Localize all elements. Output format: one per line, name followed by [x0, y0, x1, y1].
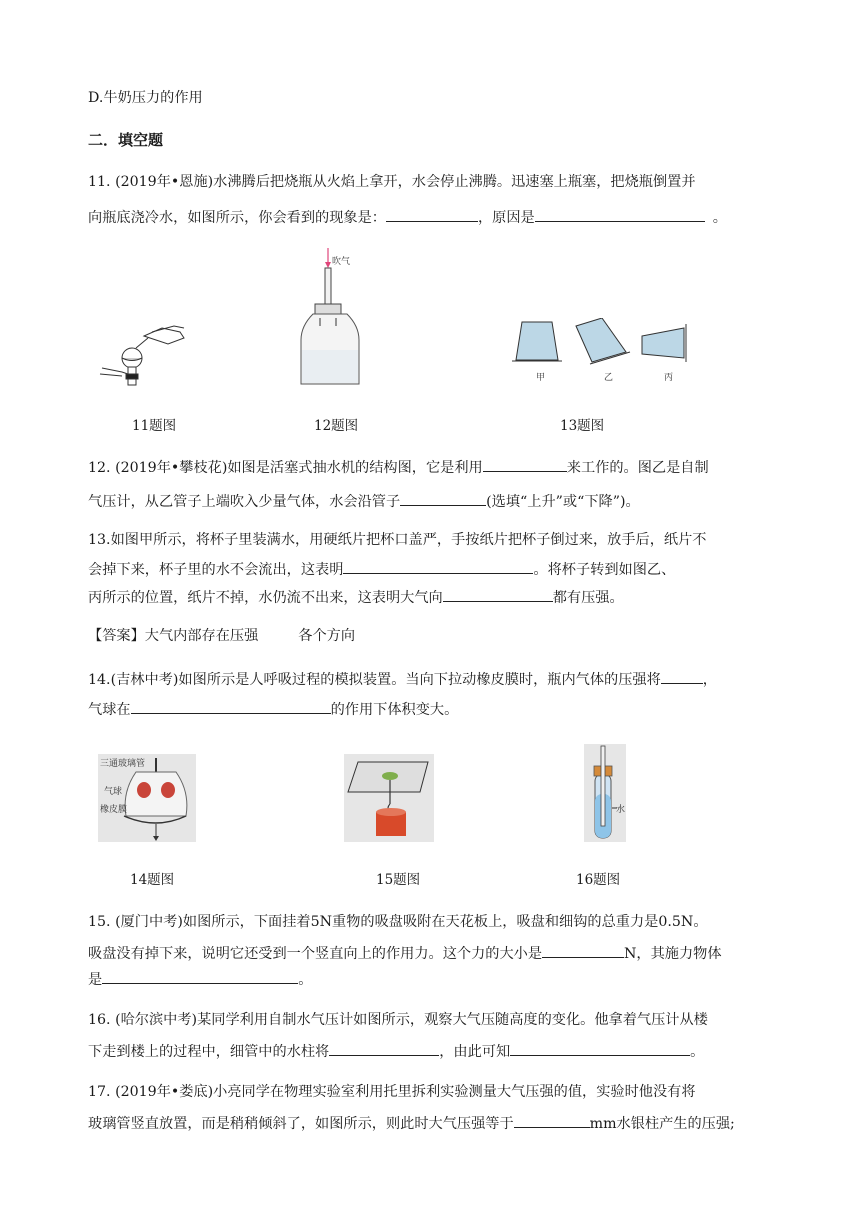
q16-blank-conclusion[interactable]	[510, 1040, 690, 1056]
fig13-cups-image	[508, 318, 692, 390]
q16-text-a: 下走到楼上的过程中，细管中的水柱将	[88, 1044, 330, 1060]
caption-fig16: 16题图	[576, 872, 621, 888]
caption-fig14: 14题图	[130, 872, 175, 888]
q12-blank-principle[interactable]	[483, 456, 567, 472]
fig13-label-jia: 甲	[536, 373, 546, 383]
q12-line1	[88, 456, 709, 478]
fig12-bottle-image	[300, 246, 374, 390]
caption-fig11: 11题图	[132, 418, 177, 434]
fig13-label-bing: 丙	[664, 373, 674, 383]
q12-text-c: 气压计，从乙管子上端吹入少量气体，水会沿管子	[88, 494, 401, 510]
q13-text-d: 都有压强。	[552, 590, 624, 606]
q11-text-c: 。	[712, 210, 727, 226]
q12-line2	[88, 490, 640, 512]
caption-fig12: 12题图	[314, 418, 359, 434]
section-heading: 二．填空题	[88, 131, 164, 149]
q16-line1: 16. (哈尔滨中考)某同学利用自制水气压计如图所示，观察大气压随高度的变化。他拿着气压计从楼	[88, 1012, 708, 1028]
answer-part1: 大气内部存在压强	[144, 628, 259, 644]
fig14-label-tube: 三通玻璃管	[100, 759, 146, 769]
q12-text-a: 12. (2019年•攀枝花)如图是活塞式抽水机的结构图，它是利用	[88, 460, 483, 476]
q14-text-a: 14.(吉林中考)如图所示是人呼吸过程的模拟装置。当向下拉动橡皮膜时，瓶内气体的压强将	[88, 672, 661, 688]
q16-blank-column[interactable]	[329, 1040, 439, 1056]
q14-text-c: 气球在	[88, 702, 131, 718]
q16-line2	[88, 1040, 704, 1062]
q16-text-b: ，由此可知	[439, 1044, 511, 1060]
option-d: D.牛奶压力的作用	[88, 90, 203, 106]
answer-line	[88, 626, 355, 646]
q17-line1: 17. (2019年•娄底)小亮同学在物理实验室利用托里拆利实验测量大气压强的值，实验时他没有将	[88, 1084, 696, 1100]
q15-line1: 15. (厦门中考)如图所示，下面挂着5N重物的吸盘吸附在天花板上，吸盘和细钩的总重力是0.5N。	[88, 914, 708, 930]
fig15-suction-cup-image	[344, 754, 434, 842]
q14-line1	[88, 668, 717, 690]
q16-text-c: 。	[690, 1044, 705, 1060]
q13-line1: 13.如图甲所示，将杯子里装满水，用硬纸片把杯口盖严，手按纸片把杯子倒过来，放手后，纸片不	[88, 532, 707, 548]
fig14-breathing-model-image	[98, 754, 196, 842]
q12-blank-direction[interactable]	[400, 490, 486, 506]
q11-text-b: ，原因是	[477, 210, 535, 226]
q17-line2	[88, 1112, 735, 1134]
q15-text-d: 。	[298, 972, 313, 988]
fig13-cup-bing	[642, 328, 684, 358]
q13-blank-direction[interactable]	[443, 586, 553, 602]
q12-text-b: 来工作的。图乙是自制	[566, 460, 709, 476]
q13-line2	[88, 558, 675, 580]
q13-text-b: 。将杯子转到如图乙、	[533, 562, 676, 578]
q15-text-c: 是	[88, 972, 103, 988]
q14-blank-force[interactable]	[131, 698, 331, 714]
fig14-label-membrane: 橡皮膜	[100, 805, 128, 815]
q12-text-d: (选填“上升”或“下降”)。	[486, 494, 640, 510]
fig16-label-water: 水	[616, 805, 626, 815]
answer-part2: 各个方向	[298, 628, 356, 644]
q15-blank-source[interactable]	[102, 968, 298, 984]
q11-text-a: 向瓶底浇冷水，如图所示，你会看到的现象是：	[88, 210, 386, 226]
fig11-flask-image	[96, 318, 188, 390]
q14-blank-pressure[interactable]	[661, 668, 703, 684]
q11-line1: 11. (2019年•恩施)水沸腾后把烧瓶从火焰上拿开，水会停止沸腾。迅速塞上瓶塞，把烧瓶倒置并	[88, 174, 696, 190]
fig16-barometer-image	[584, 744, 626, 842]
q15-line3	[88, 968, 312, 990]
q11-line2	[88, 206, 727, 228]
fig13-label-yi: 乙	[604, 373, 614, 383]
q11-blank-reason[interactable]	[535, 206, 705, 222]
q15-text-b: N，其施力物体	[624, 946, 722, 962]
q14-line2	[88, 698, 458, 720]
q15-line2	[88, 942, 722, 964]
q17-text-a: 玻璃管竖直放置，而是稍稍倾斜了，如图所示，则此时大气压强等于	[88, 1116, 514, 1132]
q14-text-d: 的作用下体积变大。	[330, 702, 459, 718]
q15-text-a: 吸盘没有掉下来，说明它还受到一个竖直向上的作用力。这个力的大小是	[88, 946, 543, 962]
caption-fig13: 13题图	[560, 418, 605, 434]
caption-fig15: 15题图	[376, 872, 421, 888]
q13-line3	[88, 586, 624, 608]
q15-blank-force[interactable]	[542, 942, 624, 958]
q14-text-b: ，	[702, 672, 717, 688]
q13-text-c: 丙所示的位置，纸片不掉，水仍流不出来，这表明大气向	[88, 590, 443, 606]
q13-text-a: 会掉下来，杯子里的水不会流出，这表明	[88, 562, 344, 578]
q17-blank-height[interactable]	[514, 1112, 590, 1128]
fig13-cup-jia	[516, 322, 558, 360]
fig14-label-balloon: 气球	[104, 787, 123, 797]
answer-prefix: 【答案】	[88, 628, 145, 644]
fig12-label: 吹气	[332, 257, 351, 267]
q13-blank-conclusion[interactable]	[343, 558, 533, 574]
q11-blank-phenomenon[interactable]	[386, 206, 478, 222]
q17-text-b: mm水银柱产生的压强;	[589, 1116, 735, 1132]
